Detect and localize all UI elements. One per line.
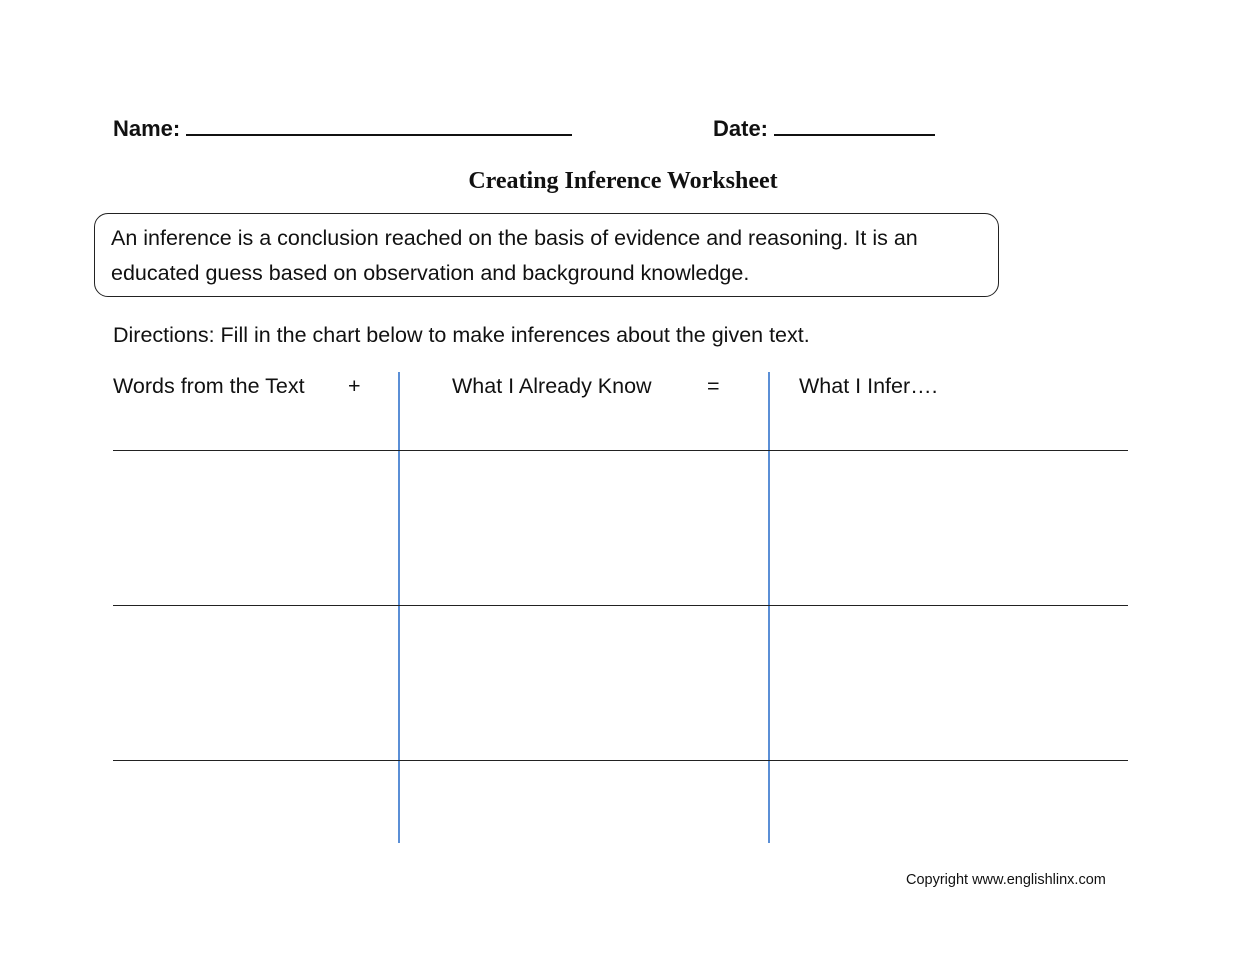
definition-line-1: An inference is a conclusion reached on the basis of evidence and reasoning. It is an [111, 226, 918, 250]
equals-operator: = [707, 374, 720, 398]
definition-line-2: educated guess based on observation and background knowledge. [111, 261, 750, 285]
column-divider-1 [398, 372, 400, 843]
answer-line-row-1[interactable] [113, 450, 1128, 451]
column-divider-2 [768, 372, 770, 843]
name-blank-line[interactable] [186, 120, 572, 136]
column-header-what-i-infer: What I Infer…. [799, 374, 938, 398]
name-field[interactable] [113, 116, 572, 142]
answer-line-row-2[interactable] [113, 605, 1128, 606]
date-blank-line[interactable] [774, 120, 935, 136]
column-header-words-from-text: Words from the Text [113, 374, 305, 398]
date-field[interactable] [713, 116, 935, 142]
name-label: Name: [113, 116, 181, 141]
date-label: Date: [713, 116, 769, 141]
definition-box [94, 213, 999, 297]
worksheet-title: Creating Inference Worksheet [468, 168, 778, 194]
copyright-text: Copyright www.englishlinx.com [906, 872, 1106, 888]
column-header-what-i-already-know: What I Already Know [452, 374, 652, 398]
directions-text: Directions: Fill in the chart below to make inferences about the given text. [113, 323, 810, 347]
answer-line-row-3[interactable] [113, 760, 1128, 761]
plus-operator: + [348, 374, 361, 398]
